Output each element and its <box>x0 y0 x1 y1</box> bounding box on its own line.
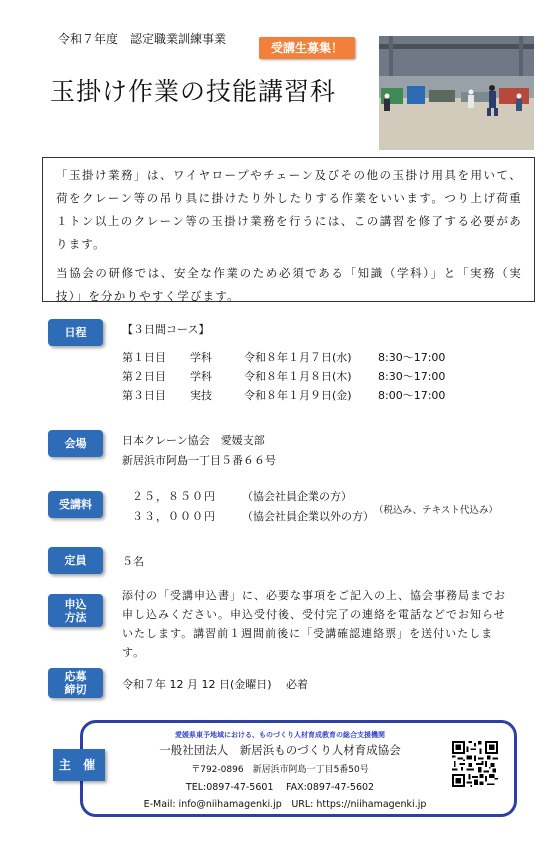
qr-code-icon <box>452 741 498 787</box>
header-subtitle: 令和７年度 認定職業訓練事業 <box>58 32 227 46</box>
schedule-date: 令和８年１月７日(水) <box>244 350 352 364</box>
training-photo <box>379 36 534 150</box>
footer-tagline: 愛媛県東予地域における、ものづくり人材育成教育の総合支援機関 <box>175 731 385 739</box>
fee-nonmember-note: （協会社員企業以外の方） <box>242 510 374 523</box>
intro-box <box>42 157 535 302</box>
fee-label: 受講料 <box>48 491 103 518</box>
capacity-value: ５名 <box>122 555 144 568</box>
fee-nonmember-price: ３３，０００円 <box>132 510 216 523</box>
schedule-time: 8:30～17:00 <box>378 350 446 364</box>
schedule-type: 学科 <box>190 369 212 383</box>
deadline-value: 令和７年 12 月 12 日(金曜日) 必着 <box>122 678 309 691</box>
footer-phone: TEL:0897-47-5601 FAX:0897-47-5602 <box>185 782 375 793</box>
fee-tax-note: （税込み、テキスト代込み） <box>374 505 498 516</box>
schedule-day: 第１日目 <box>122 350 166 364</box>
apply-text: 添付の「受講申込書」に、必要な事項をご記入の上、協会事務局までお申し込みください。申込受付後、受付完了の連絡を電話などでお知らせいたします。講習前１週間前後に「受講確認連絡票」を送付いたします。 <box>122 589 506 659</box>
schedule-time: 8:00～17:00 <box>378 388 446 402</box>
schedule-row <box>122 366 445 385</box>
venue-label: 会場 <box>48 430 103 457</box>
intro-paragraph-1: 「玉掛け業務」は、ワイヤロープやチェーン及びその他の玉掛け用具を用いて、荷をクレーン等の吊り具に掛けたり外したりする作業をいいます。つり上げ荷重１トン以上のクレーン等の玉掛け業務を行うには、この講習を修了する必要があります。 <box>56 168 522 251</box>
schedule-row <box>122 385 445 404</box>
fee-member-price: ２５，８５０円 <box>132 490 216 503</box>
schedule-course: 【３日間コース】 <box>122 323 210 336</box>
schedule-label: 日程 <box>48 319 103 346</box>
apply-label: 申込 方法 <box>48 594 103 627</box>
host-label: 主 催 <box>53 749 105 781</box>
fee-member-note: （協会社員企業の方） <box>242 490 352 503</box>
venue-name: 日本クレーン協会 愛媛支部 <box>122 434 265 447</box>
deadline-label: 応募 締切 <box>48 668 103 698</box>
fee-section <box>132 487 374 527</box>
schedule-section <box>122 321 445 404</box>
capacity-label: 定員 <box>48 547 103 574</box>
schedule-time: 8:30～17:00 <box>378 369 446 383</box>
schedule-date: 令和８年１月８日(木) <box>244 369 352 383</box>
footer-org-name: 一般社団法人 新居浜ものづくり人材育成協会 <box>159 743 401 757</box>
schedule-type: 実技 <box>190 388 212 402</box>
training-photo-illustration <box>379 36 534 150</box>
venue-address: 新居浜市阿島一丁目５番６６号 <box>122 454 276 467</box>
footer-web: E-Mail: info@niihamagenki.jp URL: https://niihamagenki.jp <box>143 799 427 810</box>
schedule-day: 第２日目 <box>122 369 166 383</box>
footer-address: 〒792-0896 新居浜市阿島一丁目5番50号 <box>191 765 369 775</box>
schedule-type: 学科 <box>190 350 212 364</box>
schedule-day: 第３日目 <box>122 388 166 402</box>
recruit-badge: 受講生募集！ <box>259 37 355 59</box>
venue-section <box>122 431 276 471</box>
page-title: 玉掛け作業の技能講習科 <box>50 77 337 106</box>
schedule-date: 令和８年１月９日(金) <box>244 388 352 402</box>
intro-paragraph-2: 当協会の研修では、安全な作業のため必須である「知識（学科）」と「実務（実技）」を分かりやすく学びます。 <box>56 266 522 303</box>
schedule-row <box>122 347 445 366</box>
